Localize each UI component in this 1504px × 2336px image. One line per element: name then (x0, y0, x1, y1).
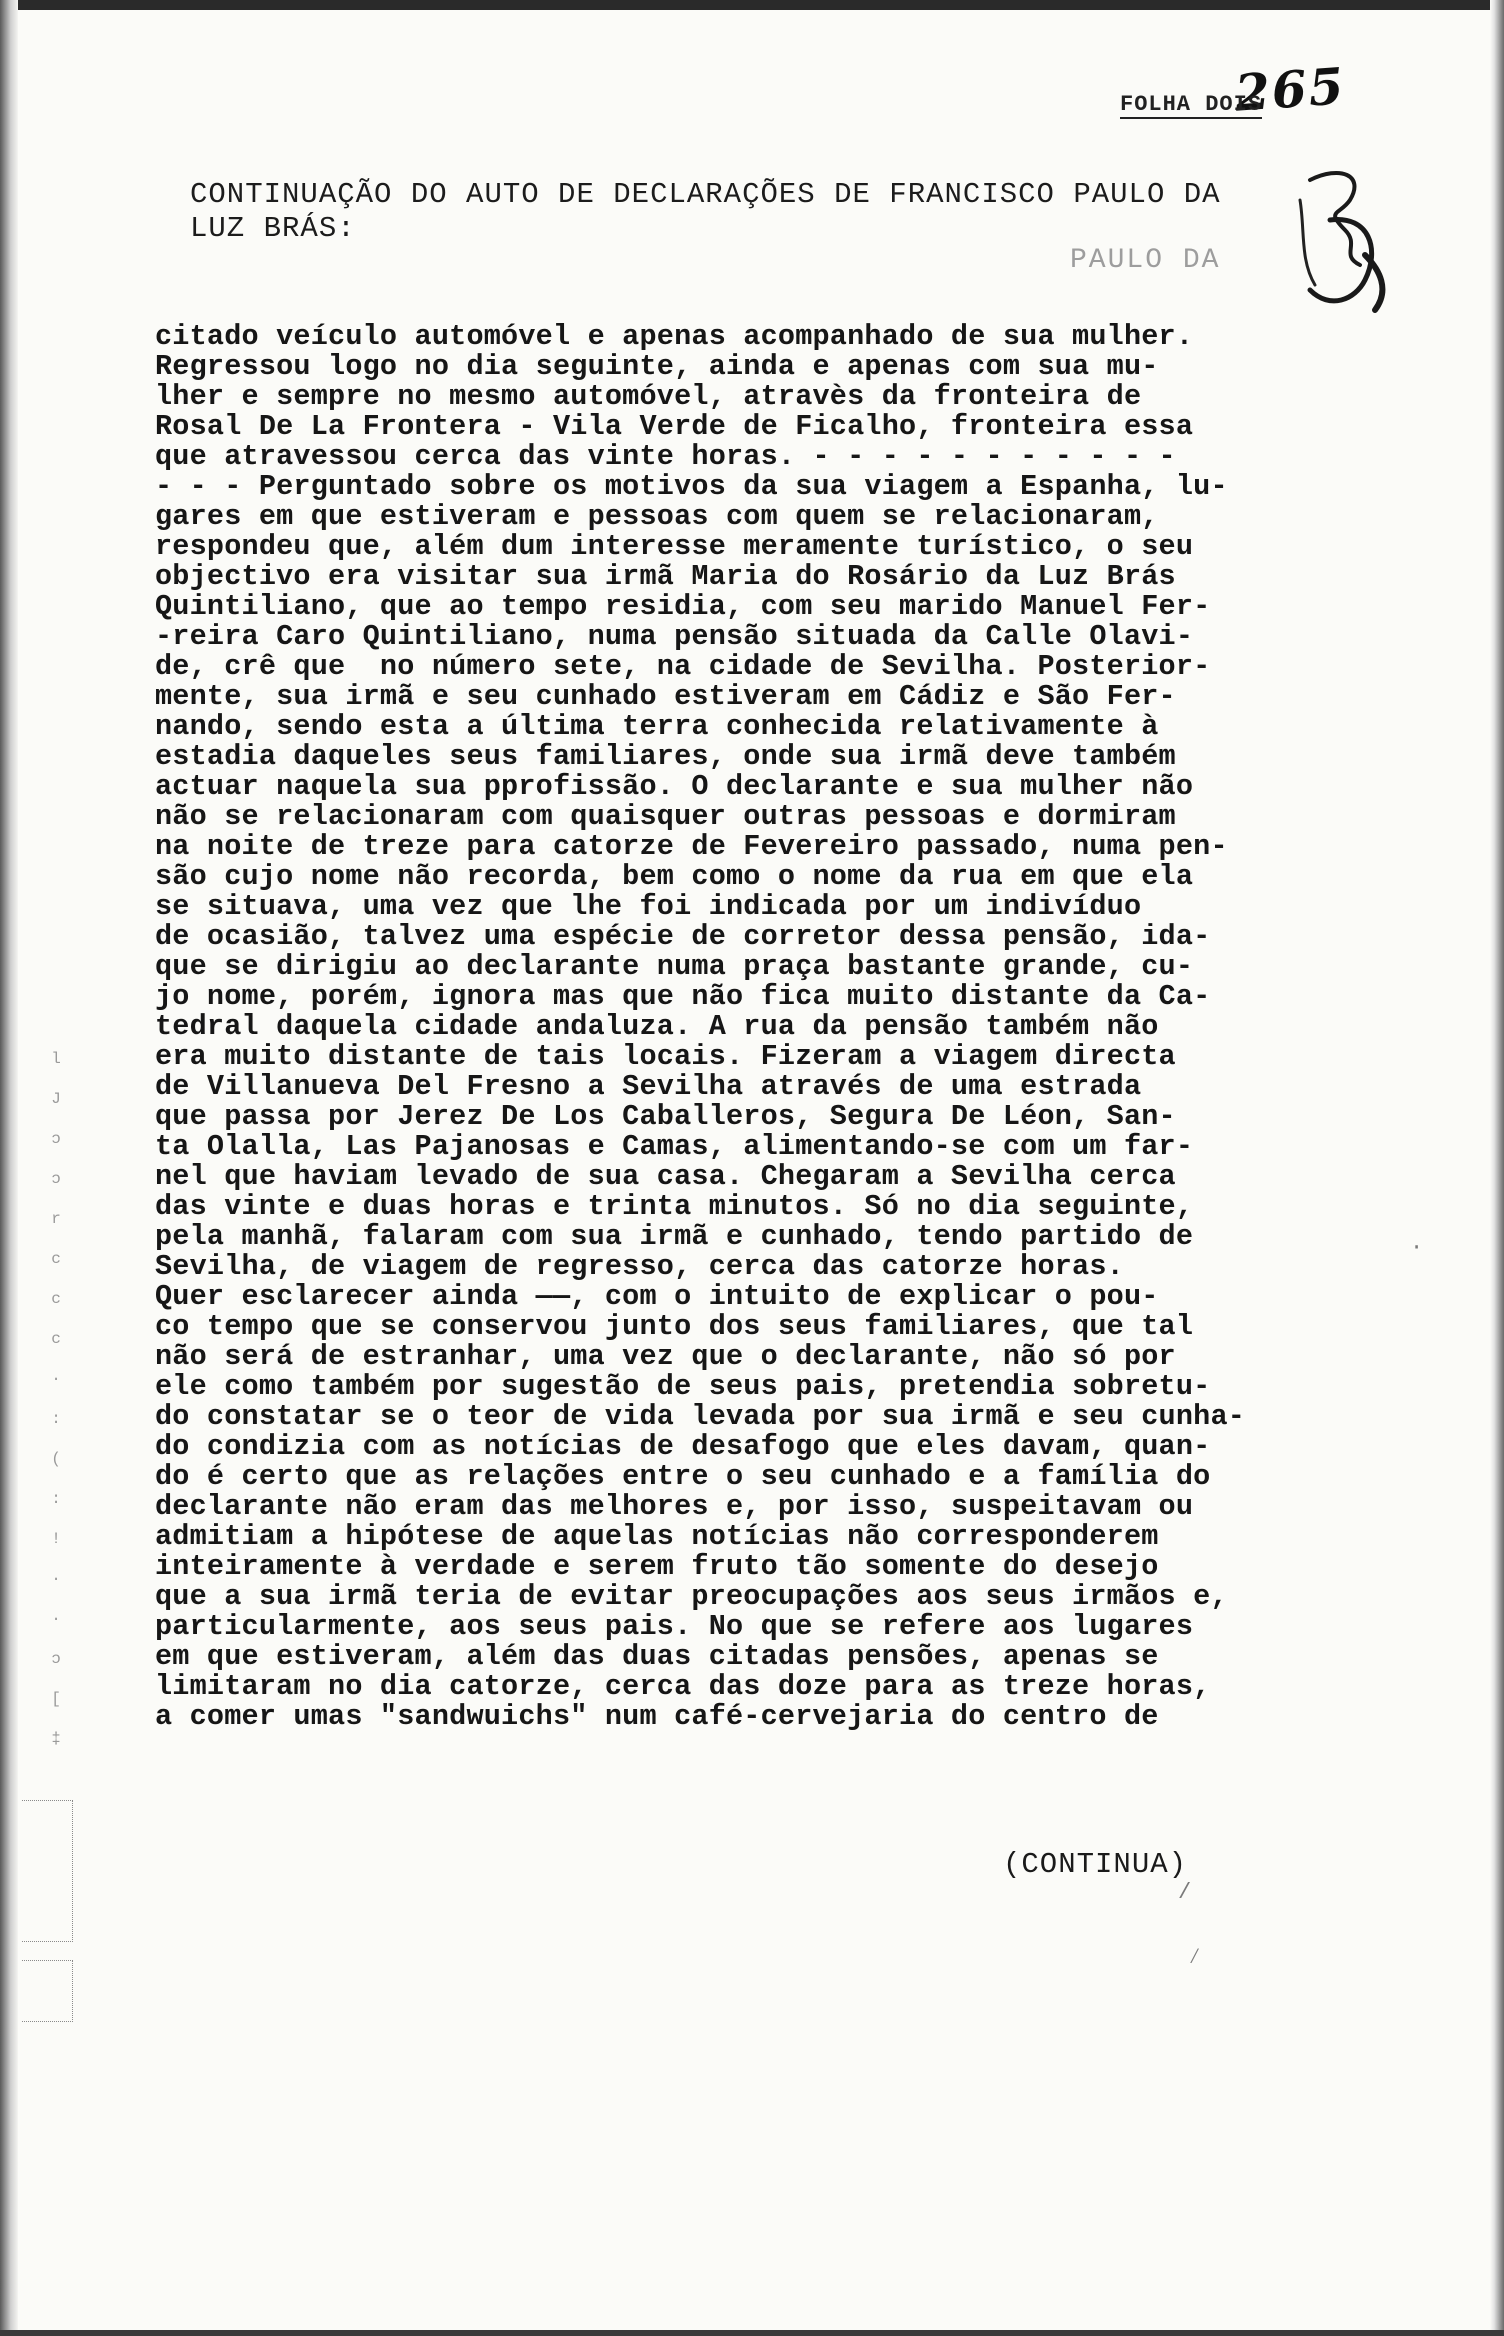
body-line: particularmente, aos seus pais. No que se refere aos lugares (155, 1610, 1194, 1643)
body-line: Regressou logo no dia seguinte, ainda e apenas com sua mu- (155, 350, 1159, 383)
folio-stamp-label: FOLHA DOIS (1120, 92, 1263, 117)
body-line: na noite de treze para catorze de Fevereiro passado, numa pen- (155, 830, 1228, 863)
body-line: Sevilha, de viagem de regresso, cerca das catorze horas. (155, 1250, 1124, 1283)
scan-edge-right (1490, 0, 1504, 2336)
body-line: - - - Perguntado sobre os motivos da sua viagem a Espanha, lu- (155, 470, 1228, 503)
body-line: são cujo nome não recorda, bem como o nome da rua em que ela (155, 860, 1194, 893)
signature-initials-icon (1270, 160, 1410, 320)
body-line: de ocasião, talvez uma espécie de corretor dessa pensão, ida- (155, 920, 1211, 953)
body-line: -reira Caro Quintiliano, numa pensão situada da Calle Olavi- (155, 620, 1194, 653)
body-line: do condizia com as notícias de desafogo que eles davam, quan- (155, 1430, 1211, 1463)
body-line: tedral daquela cidade andaluza. A rua da pensão também não (155, 1010, 1159, 1043)
body-line: Rosal De La Frontera - Vila Verde de Ficalho, fronteira essa (155, 410, 1194, 443)
scan-edge-top (0, 0, 1504, 10)
body-line: das vinte e duas horas e trinta minutos. Só no dia seguinte, (155, 1190, 1194, 1223)
body-line: estadia daqueles seus familiares, onde sua irmã deve também (155, 740, 1176, 773)
stray-mark: · (1410, 1235, 1424, 1260)
body-line: jo nome, porém, ignora mas que não fica muito distante da Ca- (155, 980, 1211, 1013)
body-line: pela manhã, falaram com sua irmã e cunhado, tendo partido de (155, 1220, 1194, 1253)
margin-ruled-box (22, 1800, 73, 1942)
body-line: declarante não eram das melhores e, por isso, suspeitavam ou (155, 1490, 1194, 1523)
body-line: não será de estranhar, uma vez que o declarante, não só por (155, 1340, 1176, 1373)
body-line: em que estiveram, além das duas citadas pensões, apenas se (155, 1640, 1159, 1673)
body-line: co tempo que se conservou junto dos seus familiares, que tal (155, 1310, 1194, 1343)
folio-stamp (1120, 92, 1262, 117)
bleed-through-column: l J ɔ ɔ r c c c · : ( : ! · · ɔ [ ‡ (51, 1050, 61, 1748)
stray-mark: / (1178, 1880, 1192, 1905)
body-line: Quintiliano, que ao tempo residia, com seu marido Manuel Fer- (155, 590, 1211, 623)
body-line: de, crê que no número sete, na cidade de Sevilha. Posterior- (155, 650, 1211, 683)
body-line: que passa por Jerez De Los Caballeros, Segura De Léon, San- (155, 1100, 1176, 1133)
stray-mark: ⁄ (1188, 1945, 1202, 1970)
body-line: se situava, uma vez que lhe foi indicada por um indivíduo (155, 890, 1142, 923)
body-line: limitaram no dia catorze, cerca das doze para as treze horas, (155, 1670, 1211, 1703)
body-line: não se relacionaram com quaisquer outras pessoas e dormiram (155, 800, 1176, 833)
body-line: admitiam a hipótese de aquelas notícias não corresponderem (155, 1520, 1159, 1553)
handwritten-folio-number: 265 (1233, 56, 1348, 123)
body-line: do é certo que as relações entre o seu cunhado e a família do (155, 1460, 1211, 1493)
body-line: era muito distante de tais locais. Fizeram a viagem directa (155, 1040, 1176, 1073)
body-line: que a sua irmã teria de evitar preocupações aos seus irmãos e, (155, 1580, 1228, 1613)
body-line: mente, sua irmã e seu cunhado estiveram em Cádiz e São Fer- (155, 680, 1176, 713)
body-line: inteiramente à verdade e serem fruto tão somente do desejo (155, 1550, 1159, 1583)
body-line: que se dirigiu ao declarante numa praça bastante grande, cu- (155, 950, 1194, 983)
body-line: respondeu que, além dum interesse meramente turístico, o seu (155, 530, 1194, 563)
body-line: ele como também por sugestão de seus pais, pretendia sobretu- (155, 1370, 1211, 1403)
body-line: nando, sendo esta a última terra conhecida relativamente à (155, 710, 1159, 743)
body-line: Quer esclarecer ainda ——, com o intuito de explicar o pou- (155, 1280, 1159, 1313)
body-line: nel que haviam levado de sua casa. Chegaram a Sevilha cerca (155, 1160, 1176, 1193)
body-line: lher e sempre no mesmo automóvel, atravès da fronteira de (155, 380, 1142, 413)
declaration-body (155, 322, 1315, 1732)
body-line: objectivo era visitar sua irmã Maria do Rosário da Luz Brás (155, 560, 1176, 593)
body-line: gares em que estiveram e pessoas com quem se relacionaram, (155, 500, 1159, 533)
margin-ruled-box (22, 1960, 73, 2022)
continua-label: (CONTINUA) (1003, 1848, 1188, 1881)
document-header (190, 178, 1270, 246)
body-line: do constatar se o teor de vida levada por sua irmã e seu cunha- (155, 1400, 1246, 1433)
bleed-through-text: PAULO DA (1070, 245, 1221, 276)
body-line: que atravessou cerca das vinte horas. - - - - - - - - - - - (155, 440, 1176, 473)
body-line: a comer umas "sandwuichs" num café-cervejaria do centro de (155, 1700, 1159, 1733)
header-line-2: LUZ BRÁS: (190, 212, 356, 245)
header-line-1: CONTINUAÇÃO DO AUTO DE DECLARAÇÕES DE FRANCISCO PAULO DA (190, 178, 1221, 211)
scan-edge-bottom (0, 2330, 1504, 2336)
scan-edge-left (0, 0, 18, 2336)
body-line: ta Olalla, Las Pajanosas e Camas, alimentando-se com um far- (155, 1130, 1194, 1163)
body-line: citado veículo automóvel e apenas acompanhado de sua mulher. (155, 320, 1194, 353)
body-line: de Villanueva Del Fresno a Sevilha através de uma estrada (155, 1070, 1142, 1103)
body-line: actuar naquela sua pprofissão. O declarante e sua mulher não (155, 770, 1194, 803)
